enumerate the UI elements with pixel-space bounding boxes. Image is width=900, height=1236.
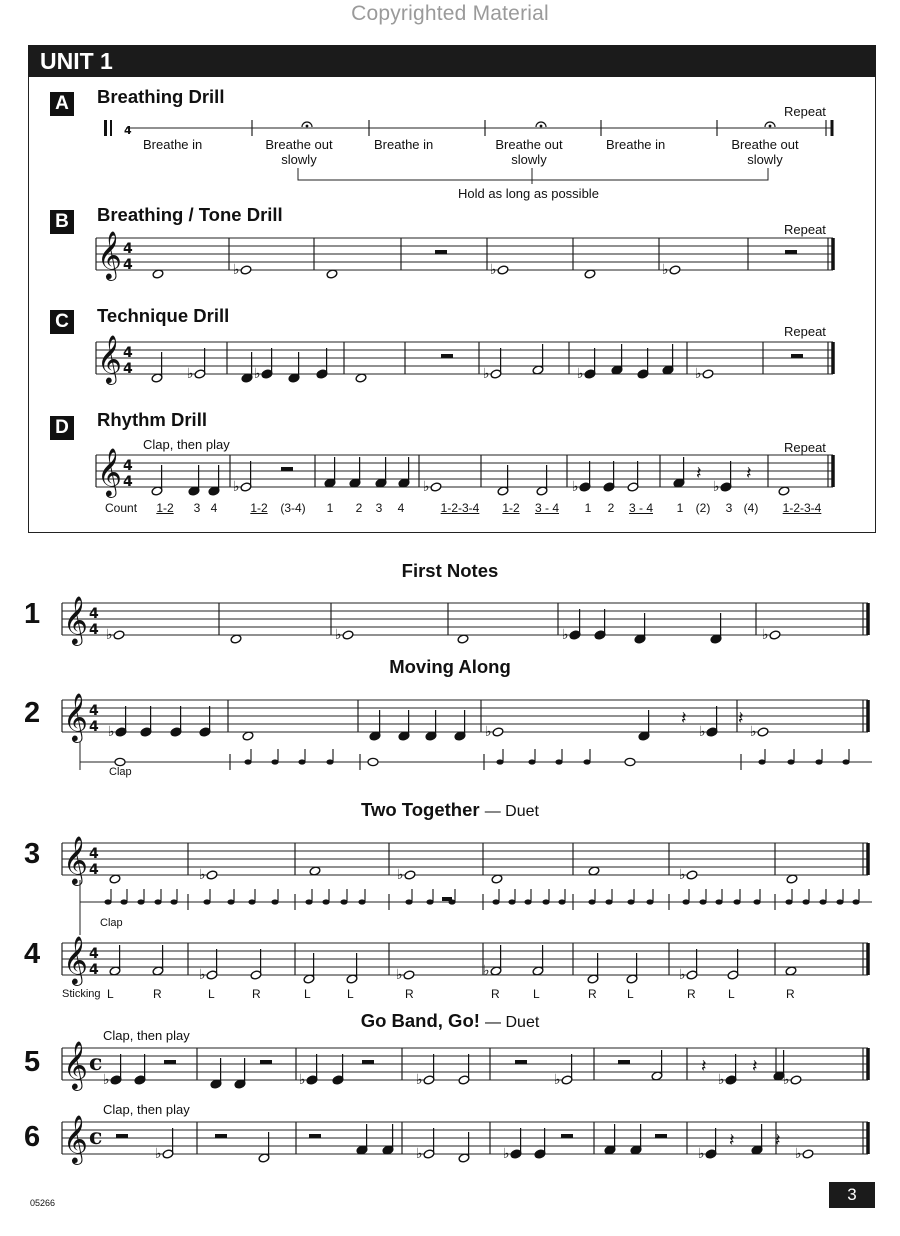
flat-icon: ♭ [718,1072,725,1088]
note-head [669,265,681,275]
repeat-sign-icon [104,120,107,136]
rest-icon: 𝄽 [696,463,702,484]
flat-icon: ♭ [397,867,404,883]
rest-icon [785,250,797,254]
flat-icon: ♭ [695,366,702,382]
count-text: 3 - 4 [628,501,653,515]
treble-clef-icon: 𝄞 [97,334,122,383]
note-head [686,870,698,880]
note-head [404,870,416,880]
rest-icon [618,1060,630,1064]
count-text: 2 [607,501,615,515]
exercise-number: 4 [24,938,41,970]
rest-icon: 𝄽 [775,1130,781,1151]
fermata-icon [306,125,309,128]
count-text: 1-2-3-4 [782,501,822,515]
note-head [757,727,769,737]
repeat-label-c: Repeat [784,324,826,339]
count-text: 1-2 [502,501,520,515]
rest-icon: 𝄽 [746,463,752,484]
rest-icon [655,1134,667,1138]
count-text: 4 [210,501,218,515]
rest-icon [309,1134,321,1138]
rest-icon [164,1060,176,1064]
flat-icon: ♭ [423,479,430,495]
flat-icon: ♭ [698,1146,705,1162]
note-head [492,727,504,737]
flat-icon: ♭ [199,967,206,983]
time-signature: 4 [124,124,132,137]
note-head [769,630,781,640]
count-text: 1 [676,501,684,515]
repeat-label-d: Repeat [784,440,826,455]
treble-clef-icon: 𝄞 [63,692,88,741]
treble-clef-icon: 𝄞 [63,1040,88,1089]
treble-clef-icon: 𝄞 [63,835,88,884]
exercise-number: 5 [24,1046,41,1078]
flat-icon: ♭ [713,479,720,495]
count-text: 2 [355,501,363,515]
note-head [802,1149,814,1159]
count-label: Count [105,501,138,515]
flat-icon: ♭ [416,1146,423,1162]
clap-then-play-label: Clap, then play [103,1028,190,1043]
count-text: 1-2 [156,501,174,515]
note-head [625,758,635,765]
exercise-number: 2 [24,697,41,729]
flat-icon: ♭ [795,1146,802,1162]
treble-clef-icon: 𝄞 [63,935,88,984]
rest-icon [441,354,453,358]
count-text: (2) [695,501,711,515]
breath-label: Breathe out slowly [265,137,333,167]
flat-icon: ♭ [783,1072,790,1088]
flat-icon: ♭ [679,967,686,983]
flat-icon: ♭ [662,262,669,278]
time-signature: 4 [123,241,133,257]
count-text: 1-2 [250,501,268,515]
duet-label: — Duet [484,803,539,820]
flat-icon: ♭ [335,627,342,643]
rest-icon [435,250,447,254]
clap-label: Clap [109,766,132,778]
flat-icon: ♭ [299,1072,306,1088]
flat-icon: ♭ [503,1146,510,1162]
common-time-icon: c [89,1050,103,1076]
time-signature: 4 [123,257,133,273]
hold-bracket [298,168,768,180]
repeat-label-a: Repeat [784,104,826,119]
drill-title-b: Breathing / Tone Drill [97,204,283,225]
note-head [403,970,415,980]
note-head [497,265,509,275]
note-head [115,758,125,765]
rest-icon [791,354,803,358]
sticking-letter: L [627,987,634,1001]
flat-icon: ♭ [554,1072,561,1088]
drill-letter-c: C [50,310,74,334]
count-text: 3 [725,501,733,515]
rest-icon: 𝄽 [738,708,744,729]
flat-icon: ♭ [562,627,569,643]
flat-icon: ♭ [485,724,492,740]
hold-label: Hold as long as possible [458,186,599,201]
flat-icon: ♭ [396,967,403,983]
flat-icon: ♭ [254,366,261,382]
repeat-label-b: Repeat [784,222,826,237]
count-text: 4 [397,501,405,515]
time-signature: 4 [89,622,99,638]
time-signature: 4 [89,606,99,622]
flat-icon: ♭ [187,366,194,382]
rest-icon [442,897,452,901]
rest-icon: 𝄽 [681,708,687,729]
duet-label: — Duet [485,1014,540,1031]
flat-icon: ♭ [699,724,706,740]
watermark: Copyrighted Material [351,2,549,25]
flat-icon: ♭ [490,262,497,278]
time-signature: 4 [89,719,99,735]
count-text: (4) [743,501,759,515]
note-head [368,758,378,765]
exercise-number: 6 [24,1121,41,1153]
exercise-number: 3 [24,838,41,870]
rest-icon: 𝄽 [752,1056,758,1077]
time-signature: 4 [89,962,99,978]
count-text: 1-2-3-4 [440,501,480,515]
time-signature: 4 [123,361,133,377]
flat-icon: ♭ [762,627,769,643]
time-signature: 4 [123,458,133,474]
clap-then-play-label: Clap, then play [143,437,230,452]
flat-icon: ♭ [483,963,490,979]
sticking-letter: R [153,987,162,1001]
rest-icon [116,1134,128,1138]
clap-label: Clap [100,917,123,929]
flat-icon: ♭ [483,366,490,382]
flat-icon: ♭ [679,867,686,883]
common-time-icon: c [89,1124,103,1150]
song-title-two-together: Two Together — Duet [361,799,539,820]
flat-icon: ♭ [572,479,579,495]
sticking-letter: R [687,987,696,1001]
rest-icon [515,1060,527,1064]
rest-icon: 𝄽 [701,1056,707,1077]
drill-letter-d: D [50,416,74,440]
fermata-icon [540,125,543,128]
sticking-label: Sticking [62,988,101,1000]
sticking-letter: L [208,987,215,1001]
treble-clef-icon: 𝄞 [63,1114,88,1163]
rest-icon [281,467,293,471]
drill-title-a: Breathing Drill [97,86,225,107]
count-text: 3 - 4 [534,501,559,515]
note-head [240,265,252,275]
breath-label: Breathe in [606,137,666,152]
drill-title-c: Technique Drill [97,305,230,326]
sticking-letter: R [786,987,795,1001]
flat-icon: ♭ [750,724,757,740]
time-signature: 4 [123,474,133,490]
product-code: 05266 [30,1198,56,1208]
time-signature: 4 [89,946,99,962]
sticking-letter: L [107,987,114,1001]
flat-icon: ♭ [108,724,115,740]
song-title-moving-along: Moving Along [389,656,511,677]
count-text: 1 [584,501,592,515]
fermata-icon [769,125,772,128]
flat-icon: ♭ [106,627,113,643]
note-head [430,482,442,492]
treble-clef-icon: 𝄞 [97,447,122,496]
time-signature: 4 [89,862,99,878]
count-text: (3-4) [280,501,306,515]
sticking-letter: R [491,987,500,1001]
drill-letter-b: B [50,210,74,234]
flat-icon: ♭ [155,1146,162,1162]
rest-icon [215,1134,227,1138]
flat-icon: ♭ [416,1072,423,1088]
flat-icon: ♭ [199,867,206,883]
note-head [113,630,125,640]
count-text: 1 [326,501,334,515]
count-text: 3 [375,501,383,515]
breath-label: Breathe in [143,137,203,152]
song-title-go-band-go: Go Band, Go! — Duet [360,1010,540,1031]
breath-label: Breathe in [374,137,434,152]
sticking-letter: L [728,987,735,1001]
sticking-letter: R [252,987,261,1001]
drill-title-d: Rhythm Drill [97,409,207,430]
rest-icon: 𝄽 [729,1130,735,1151]
note-head [206,870,218,880]
treble-clef-icon: 𝄞 [97,230,122,279]
sticking-letter: L [347,987,354,1001]
time-signature: 4 [123,345,133,361]
note-head [790,1075,802,1085]
repeat-sign-icon [110,120,112,136]
time-signature: 4 [89,846,99,862]
sticking-letter: L [304,987,311,1001]
treble-clef-icon: 𝄞 [63,595,88,644]
flat-icon: ♭ [577,366,584,382]
sticking-letter: L [533,987,540,1001]
flat-icon: ♭ [103,1072,110,1088]
drill-letter-a: A [50,92,74,116]
sticking-letter: R [405,987,414,1001]
breath-label: Breathe out slowly [731,137,799,167]
note-head [702,369,714,379]
rest-icon [561,1134,573,1138]
rest-icon [362,1060,374,1064]
rest-icon [260,1060,272,1064]
flat-icon: ♭ [233,262,240,278]
count-text: 3 [193,501,201,515]
flat-icon: ♭ [233,479,240,495]
unit-title: UNIT 1 [28,45,876,77]
time-signature: 4 [89,703,99,719]
clap-then-play-label: Clap, then play [103,1102,190,1117]
sticking-letter: R [588,987,597,1001]
page-number: 3 [829,1182,875,1208]
exercise-number: 1 [24,598,41,630]
breath-label: Breathe out slowly [495,137,563,167]
note-head [342,630,354,640]
song-title-first-notes: First Notes [401,560,499,581]
